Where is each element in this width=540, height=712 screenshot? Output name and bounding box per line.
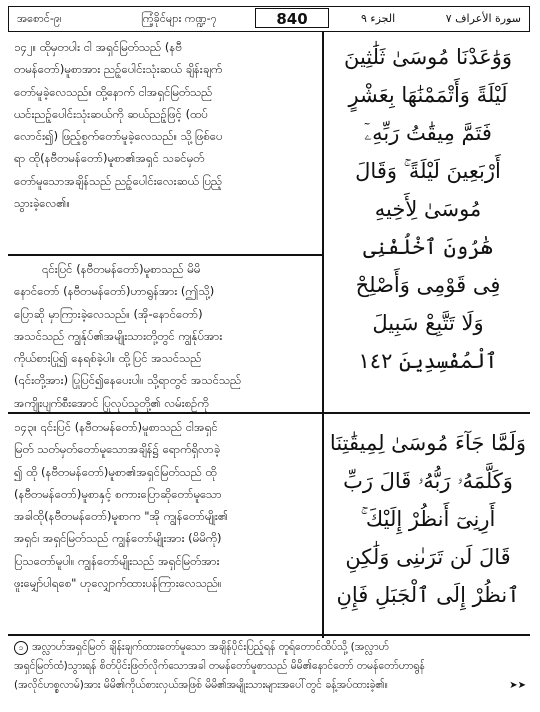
footnote-text: အလ္လာဟ်အရှင်မြတ် ချိန်းချက်ထားတော်မူသော အချိန်ပိုင်းပြည့်ရန် တူရ်တောင်ထိပ်သို့ (အလ္လာဟ် xyxy=(32,641,389,653)
page-frame xyxy=(8,6,530,706)
footnote xyxy=(8,638,530,695)
text-line: ၍ ထို (နဗီတမန်တော်)မူစာ၏အရှင်မြတ်သည် ထို xyxy=(14,464,217,479)
text-line: ပြသတော်မူပါ။ ကျွန်တော်မျိုးသည် အရှင်မြတ်အား xyxy=(14,553,220,568)
text-line: (နဗီတမန်တော်)မူစာနှင့် စကားပြောဆိုတော်မူသော xyxy=(14,486,222,501)
text-line: ယင်းညဥ့်ပေါင်းသုံးဆယ်ကို ဆယ်ညဥ့်ဖြင့် (ထပ် xyxy=(14,106,208,121)
text-line: တမန်တော်)မူစာအား ညဥ့်ပေါင်းသုံးဆယ် ချိန်းချက် xyxy=(14,62,223,77)
arabic-line: هَٰرُونَ ٱخْلُفْنِى xyxy=(363,235,493,259)
text-line: (၎င်းတို့အား) ပြုပြင်၍နေပေးပါ။ သို့ရာတွင် အသင်သည် xyxy=(14,373,242,388)
text-line: တော်မူသောအချိန်သည် ညဥ့်ပေါင်းလေးဆယ် ပြည့် xyxy=(14,173,223,188)
juz-label: الجزء ٩ xyxy=(361,12,396,25)
text-line: ရာ ထို(နဗီတမန်တော်)မူစာ၏အရှင် သခင်မှတ် xyxy=(14,151,205,166)
arabic-line: ٱنظُرْ إِلَى ٱلْجَبَلِ فَإِنِ xyxy=(336,583,520,607)
text-line: အသင်သည် ကျွန်ုပ်၏အမျိုးသားတို့တွင် ကျွန်ုပ်အား xyxy=(14,328,223,343)
arabic-line: وَلَا تَتَّبِعْ سَبِيلَ xyxy=(372,311,484,335)
text-line: တော်မူခဲ့လေသည်။ ထို့နောက် ငါအရှင်မြတ်သည် xyxy=(14,84,213,99)
text-line: အရှင်၊ အရှင်မြတ်သည် ကျွန်တော်မျိုးအား (မိမိကို) xyxy=(14,531,222,546)
paragraph-divider xyxy=(8,254,322,256)
arabic-line: فَتَمَّ مِيقَٰتُ رَبِّهِۦٓ xyxy=(364,121,492,145)
text-line: ကိုယ်စားပြု၍ နေရစ်ခဲ့ပါ။ ထို့ပြင် အသင်သည် xyxy=(14,351,202,366)
arabic-line: وَوَٰعَدْنَا مُوسَىٰ ثَلَٰثِينَ xyxy=(343,45,513,69)
text-line: ဖူးမျှော်ပါရစေ" ဟုလျှောက်ထားပန်ကြားလေသည်။ xyxy=(14,576,222,591)
volume-label: အစောင်-၉၊ xyxy=(17,12,62,25)
text-line: ၎င်းပြင် (နဗီတမန်တော်)မူစာသည် မိမိ xyxy=(42,262,201,276)
text-line: နောင်တော် (နဗီတမန်တော်)ဟာရွန်အား (ဤသို့) xyxy=(14,284,215,299)
arabic-line: ٱلْمُفْسِدِينَ ١٤٢ xyxy=(358,349,498,373)
page-number: 840 xyxy=(255,8,329,28)
arabic-line: أَرْبَعِينَ لَيْلَةً ۚ وَقَالَ xyxy=(355,159,501,183)
arabic-line: وَكَلَّمَهُۥ رَبُّهُۥ قَالَ رَبِّ xyxy=(343,469,513,493)
column-divider xyxy=(322,32,324,638)
arabic-line: قَالَ لَن تَرَىٰنِى وَلَٰكِنِ xyxy=(345,545,511,569)
arabic-verse-142 xyxy=(328,38,528,380)
text-line: ၁၄၂။ ထိုမှတပါး ငါ အရှင်မြတ်သည် (နဗီ xyxy=(14,40,182,54)
arabic-verse-143 xyxy=(328,424,528,614)
text-line: လောင်း၍) ဖြည့်စွက်တော်မူခဲ့လေသည်။ သို့ဖြစ်ပေ xyxy=(14,129,223,144)
text-line: ပြောဆို မှာကြားခဲ့လေသည်။ (အို-နောင်တော်) xyxy=(14,306,203,321)
continue-arrows-icon: ➤➤ xyxy=(509,680,526,691)
page-header xyxy=(8,6,530,32)
arabic-line: فِى قَوْمِى وَأَصْلِحْ xyxy=(355,273,501,297)
arabic-line: وَلَمَّا جَآءَ مُوسَىٰ لِمِيقَٰتِنَا xyxy=(329,431,527,455)
section-label: ကြံ့ခိုင်များ ကဏ္ဍ-၇ xyxy=(141,12,217,25)
arabic-line: أَرِنِىٓ أَنظُرْ إِلَيْكَ ۚ xyxy=(360,507,496,531)
footnote-line xyxy=(8,638,530,657)
text-line: အကျိုးပျက်စီးအောင် ပြုလုပ်သူတို့၏ လမ်းစဉ်ကို xyxy=(14,395,209,410)
translation-verse-142-cont xyxy=(14,258,314,414)
translation-verse-142 xyxy=(14,36,314,214)
translation-verse-143 xyxy=(14,416,314,594)
arabic-line: مُوسَىٰ لِأَخِيهِ xyxy=(374,197,482,221)
footnote-marker: ၁ xyxy=(14,641,28,655)
text-line: မြတ် သတ်မှတ်တော်မူသောအချိန်၌ ရောက်ရှိလာခဲ့ xyxy=(14,442,221,457)
surah-label: سورة الأعراف ٧ xyxy=(445,12,521,25)
footnote-line: (အလိုင်ဟစ္စလာမ်)အား မိမိ၏ကိုယ်စားလှယ်အဖြစ် မိမိ၏အမျိုးသားများအပေါ်တွင် ခန့်အပ်ထားခဲ့၏။ xyxy=(14,679,388,691)
text-line: သွားခဲ့လေ၏။ xyxy=(14,196,70,211)
arabic-line: لَيْلَةً وَأَتْمَمْنَٰهَا بِعَشْرٍ xyxy=(348,83,508,107)
text-line: အခါထို(နဗီတမန်တော်)မူစာက "အို ကျွန်တော်မျိုး၏ xyxy=(14,509,229,524)
footnote-line: အရှင်မြတ်ထံ)သွားရန် စိတ်ပိုင်းဖြတ်လိုက်သောအခါ တမန်တော်မူစာသည် မိမိ၏နောင်တော် တမန်တော်ဟာရွန် xyxy=(14,660,425,672)
text-line: ၁၄၃။ ၎င်းပြင် (နဗီတမန်တော်)မူစာသည် ငါအရှင် xyxy=(14,420,218,434)
footnote-divider xyxy=(8,634,530,636)
